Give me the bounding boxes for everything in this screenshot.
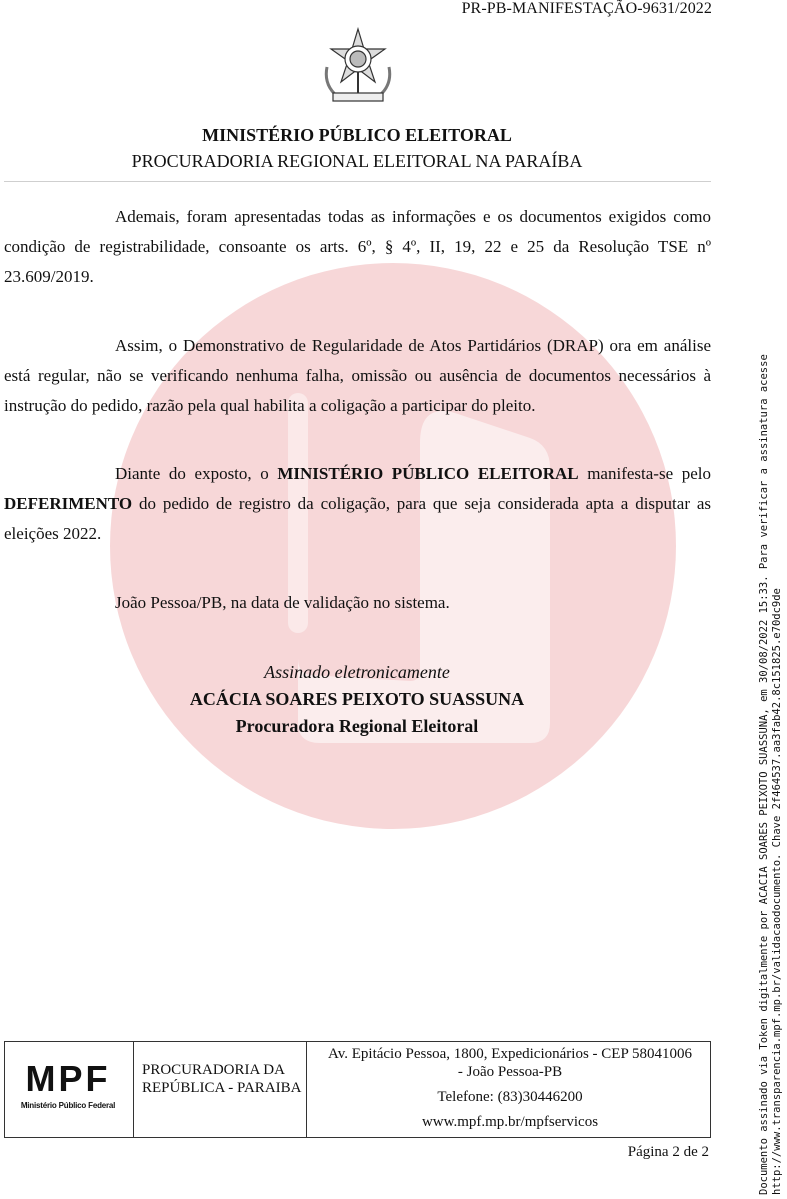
paragraph-drap: Assim, o Demonstrativo de Regularidade de Atos Partidários (DRAP) ora em análise está regular, não se verificando nenhuma falha, omissão ou ausência de documentos necessários à instrução do pedido, razão pela qual habilita a coligação a participar do pleito. [4, 336, 711, 415]
mpf-logo [12, 1058, 124, 1113]
signed-label: Assinado eletronicamente [264, 662, 450, 682]
signature-block [0, 659, 714, 740]
digital-signature-note [758, 5, 784, 1195]
paragraph-conclusion: Diante do exposto, o MINISTÉRIO PÚBLICO ELEITORAL manifesta-se pelo DEFERIMENTO do pedido de registro da coligação, para que seja considerada apta a disputar as eleições 2022. [4, 464, 711, 543]
document-code: PR-PB-MANIFESTAÇÃO-9631/2022 [461, 0, 712, 17]
footer-address-line-2: - João Pessoa-PB [457, 1064, 563, 1080]
footer-prr-text: PROCURADORIA DA REPÚBLICA - PARAIBA [142, 1062, 302, 1096]
procuradoria-title: PROCURADORIA REGIONAL ELEITORAL NA PARAÍBA [131, 151, 583, 171]
paragraph-place-date: João Pessoa/PB, na data de validação no sistema. [115, 593, 450, 612]
footer-address-line-1: Av. Epitácio Pessoa, 1800, Expedicionários - CEP 58041006 [328, 1046, 692, 1062]
footer-website-link[interactable]: www.mpf.mp.br/mpfservicos [421, 1114, 599, 1130]
ministry-title: MINISTÉRIO PÚBLICO ELEITORAL [202, 125, 512, 145]
mpf-logo-letters: MPF [25, 1058, 111, 1099]
signature-note-line-2: http://www.transparencia.mpf.mp.br/validacaodocumento. Chave 2f464537.aa3fab42.8c151825.e70dc9de [771, 588, 783, 1195]
page-number: Página 2 de 2 [627, 1144, 709, 1160]
signer-role: Procuradora Regional Eleitoral [235, 716, 479, 736]
signer-name: ACÁCIA SOARES PEIXOTO SUASSUNA [189, 689, 525, 709]
header-divider [4, 181, 711, 182]
brazil-coat-of-arms-icon [319, 27, 397, 107]
signature-note-line-1: Documento assinado via Token digitalmente por ACACIA SOARES PEIXOTO SUASSUNA, em 30/08/2022 15:33. Para verificar a assinatura acesse [758, 354, 770, 1195]
mpf-logo-subtitle: Ministério Público Federal [20, 1101, 116, 1110]
footer-phone: Telefone: (83)30446200 [437, 1089, 583, 1105]
paragraph-requirements: Ademais, foram apresentadas todas as informações e os documentos exigidos como condição de registrabilidade, consoante os arts. 6º, § 4º, II, 19, 22 e 25 da Resolução TSE nº 23.609/2019. [4, 207, 711, 286]
